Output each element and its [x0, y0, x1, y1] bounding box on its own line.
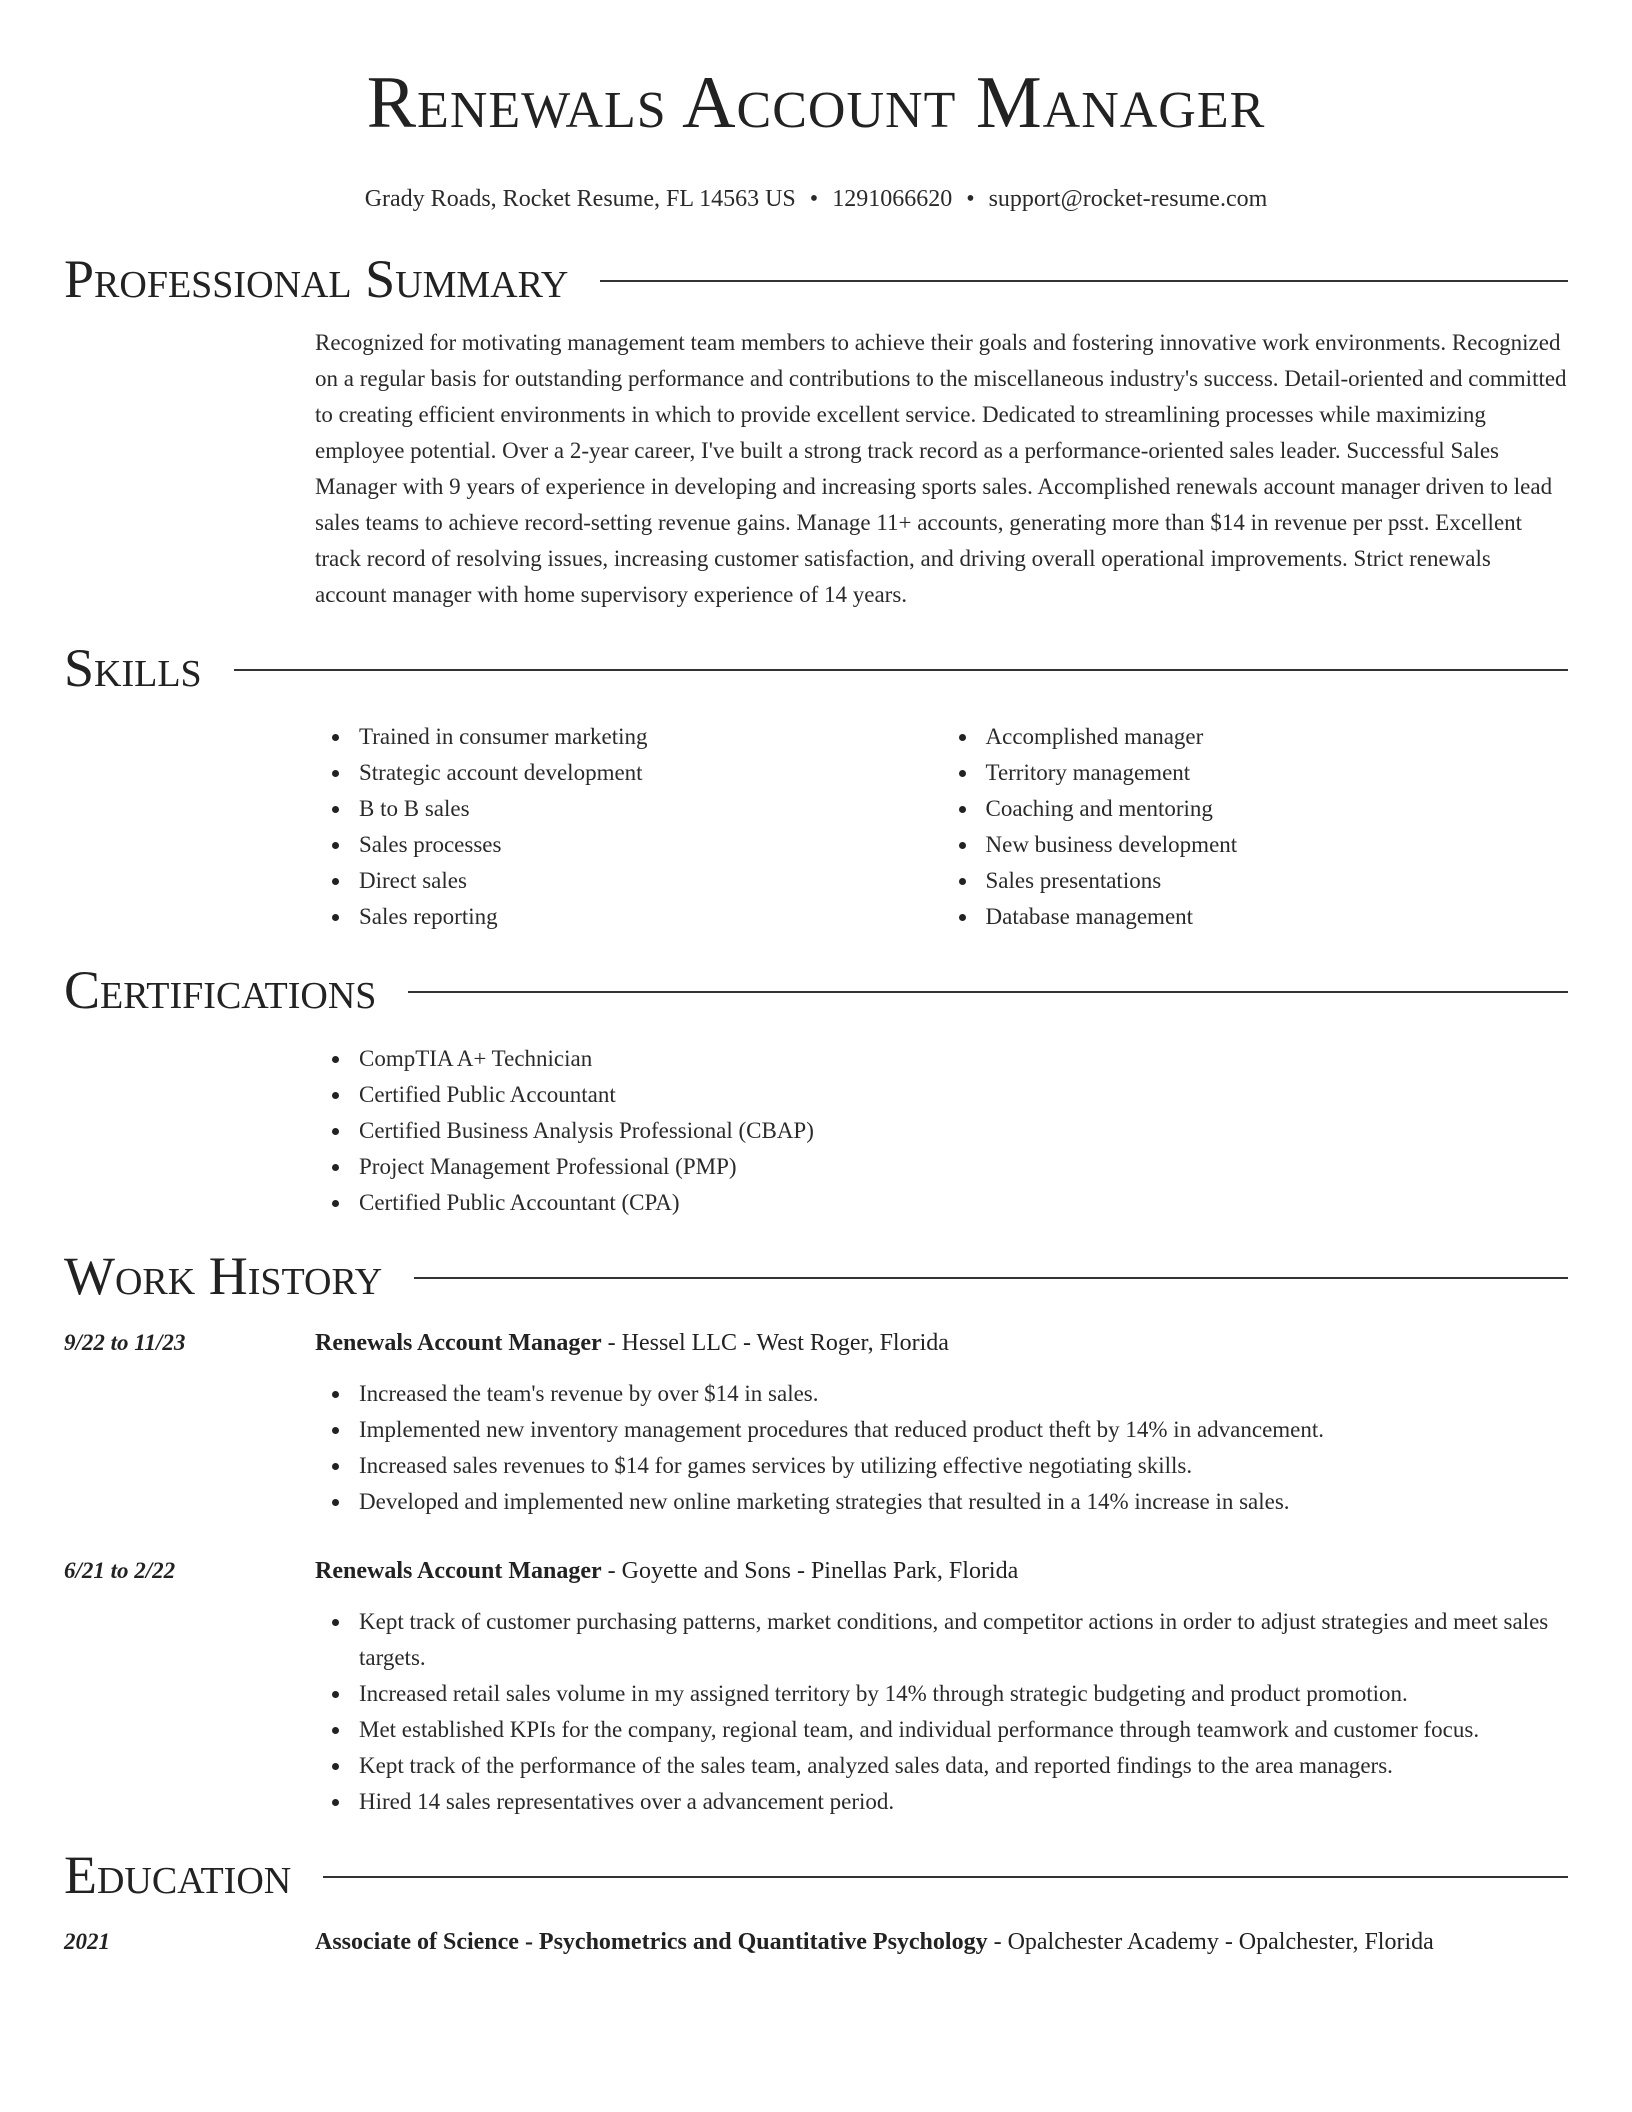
- job-employer: - Goyette and Sons - Pinellas Park, Florida: [601, 1558, 1019, 1584]
- job-bullet: Hired 14 sales representatives over a advancement period.: [359, 1784, 1568, 1820]
- work-history-section: [64, 1243, 1568, 1820]
- job-title: Renewals Account Manager: [315, 1330, 602, 1356]
- contact-line: [64, 184, 1568, 214]
- job-entry: [64, 1553, 1568, 1820]
- separator-bullet: •: [809, 186, 819, 212]
- job-bullet: Kept track of customer purchasing patterns, market conditions, and competitor actions in order to adjust strategies and meet sales targets.: [359, 1604, 1568, 1676]
- phone: 1291066620: [832, 186, 953, 212]
- job-title-line: [315, 1553, 1568, 1589]
- education-year: 2021: [64, 1929, 110, 1954]
- section-heading: Work History: [64, 1246, 383, 1306]
- job-title-line: [315, 1325, 1568, 1361]
- section-divider: [600, 280, 1568, 282]
- skill-item: Sales presentations: [986, 863, 1569, 899]
- education-header: [64, 1842, 1568, 1908]
- job-entry: [64, 1325, 1568, 1520]
- summary-text: Recognized for motivating management team members to achieve their goals and fostering innovative work environments. Recognized on a regular basis for outstanding performance and contributions to the miscellaneous industry's success. Detail-oriented and committed to creating efficient environments in which to provide excellent service. Dedicated to streamlining processes while maximizing employee potential. Over a 2-year career, I've built a strong track record as a performance-oriented sales leader. Successful Sales Manager with 9 years of experience in developing and increasing sports sales. Accomplished renewals account manager driven to lead sales teams to achieve record-setting revenue gains. Manage 11+ accounts, generating more than $14 in revenue per psst. Excellent track record of resolving issues, increasing customer satisfaction, and driving overall operational improvements. Strict renewals account manager with home supervisory experience of 14 years.: [315, 330, 1567, 607]
- email-link[interactable]: support@rocket-resume.com: [988, 186, 1268, 212]
- section-heading: Skills: [64, 638, 202, 698]
- section-divider: [408, 991, 1568, 993]
- job-title: Renewals Account Manager: [315, 1558, 602, 1584]
- job-bullet: Increased the team's revenue by over $14 in sales.: [359, 1376, 1568, 1412]
- certification-item: Certified Public Accountant: [359, 1077, 1568, 1113]
- job-bullet: Kept track of the performance of the sales team, analyzed sales data, and reported findings to the area managers.: [359, 1748, 1568, 1784]
- summary-header: [64, 246, 1568, 312]
- job-bullet: Increased retail sales volume in my assigned territory by 14% through strategic budgeting and product promotion.: [359, 1676, 1568, 1712]
- summary-section: [64, 246, 1568, 613]
- work-history-header: [64, 1243, 1568, 1309]
- education-school: - Opalchester Academy - Opalchester, Florida: [987, 1929, 1434, 1955]
- skill-item: Strategic account development: [359, 755, 942, 791]
- education-entry: [64, 1924, 1568, 1960]
- skill-item: Sales processes: [359, 827, 942, 863]
- certification-item: Certified Public Accountant (CPA): [359, 1185, 1568, 1221]
- job-bullets: [315, 1376, 1568, 1520]
- skill-item: Trained in consumer marketing: [359, 719, 942, 755]
- certification-item: Certified Business Analysis Professional (CBAP): [359, 1113, 1568, 1149]
- certifications-list: [315, 1041, 1568, 1221]
- job-bullets: [315, 1604, 1568, 1820]
- section-heading: Education: [64, 1845, 292, 1905]
- skill-item: Direct sales: [359, 863, 942, 899]
- skills-header: [64, 635, 1568, 701]
- section-heading: Professional Summary: [64, 249, 569, 309]
- resume-title: Renewals Account Manager: [366, 62, 1266, 144]
- education-section: [64, 1842, 1568, 1960]
- skills-grid: [315, 719, 1568, 935]
- certification-item: CompTIA A+ Technician: [359, 1041, 1568, 1077]
- skill-item: New business development: [986, 827, 1569, 863]
- skill-item: Accomplished manager: [986, 719, 1569, 755]
- job-dates: 9/22 to 11/23: [64, 1330, 186, 1355]
- job-employer: - Hessel LLC - West Roger, Florida: [601, 1330, 949, 1356]
- certification-item: Project Management Professional (PMP): [359, 1149, 1568, 1185]
- job-bullet: Increased sales revenues to $14 for games services by utilizing effective negotiating skills.: [359, 1448, 1568, 1484]
- section-divider: [234, 669, 1568, 671]
- job-duties: [315, 1376, 1568, 1520]
- education-degree: Associate of Science - Psychometrics and Quantitative Psychology: [315, 1929, 988, 1955]
- section-heading: Certifications: [64, 960, 377, 1020]
- job-duties: [315, 1604, 1568, 1820]
- skill-item: Database management: [986, 899, 1569, 935]
- job-dates: 6/21 to 2/22: [64, 1558, 176, 1583]
- skills-section: [64, 635, 1568, 935]
- skill-item: B to B sales: [359, 791, 942, 827]
- skill-item: Sales reporting: [359, 899, 942, 935]
- skill-item: Territory management: [986, 755, 1569, 791]
- skills-list-right: [942, 719, 1569, 935]
- skill-item: Coaching and mentoring: [986, 791, 1569, 827]
- address: Grady Roads, Rocket Resume, FL 14563 US: [364, 186, 796, 212]
- separator-bullet: •: [966, 186, 975, 212]
- skills-list-left: [315, 719, 942, 935]
- job-bullet: Implemented new inventory management procedures that reduced product theft by 14% in advancement.: [359, 1412, 1568, 1448]
- resume-page: [64, 0, 1568, 1960]
- certifications-body: [315, 1041, 1568, 1221]
- certifications-header: [64, 957, 1568, 1023]
- job-bullet: Met established KPIs for the company, regional team, and individual performance through teamwork and customer focus.: [359, 1712, 1568, 1748]
- job-bullet: Developed and implemented new online marketing strategies that resulted in a 14% increase in sales.: [359, 1484, 1568, 1520]
- section-divider: [323, 1876, 1568, 1878]
- certifications-section: [64, 957, 1568, 1221]
- section-divider: [414, 1277, 1568, 1279]
- education-line: [315, 1924, 1568, 1960]
